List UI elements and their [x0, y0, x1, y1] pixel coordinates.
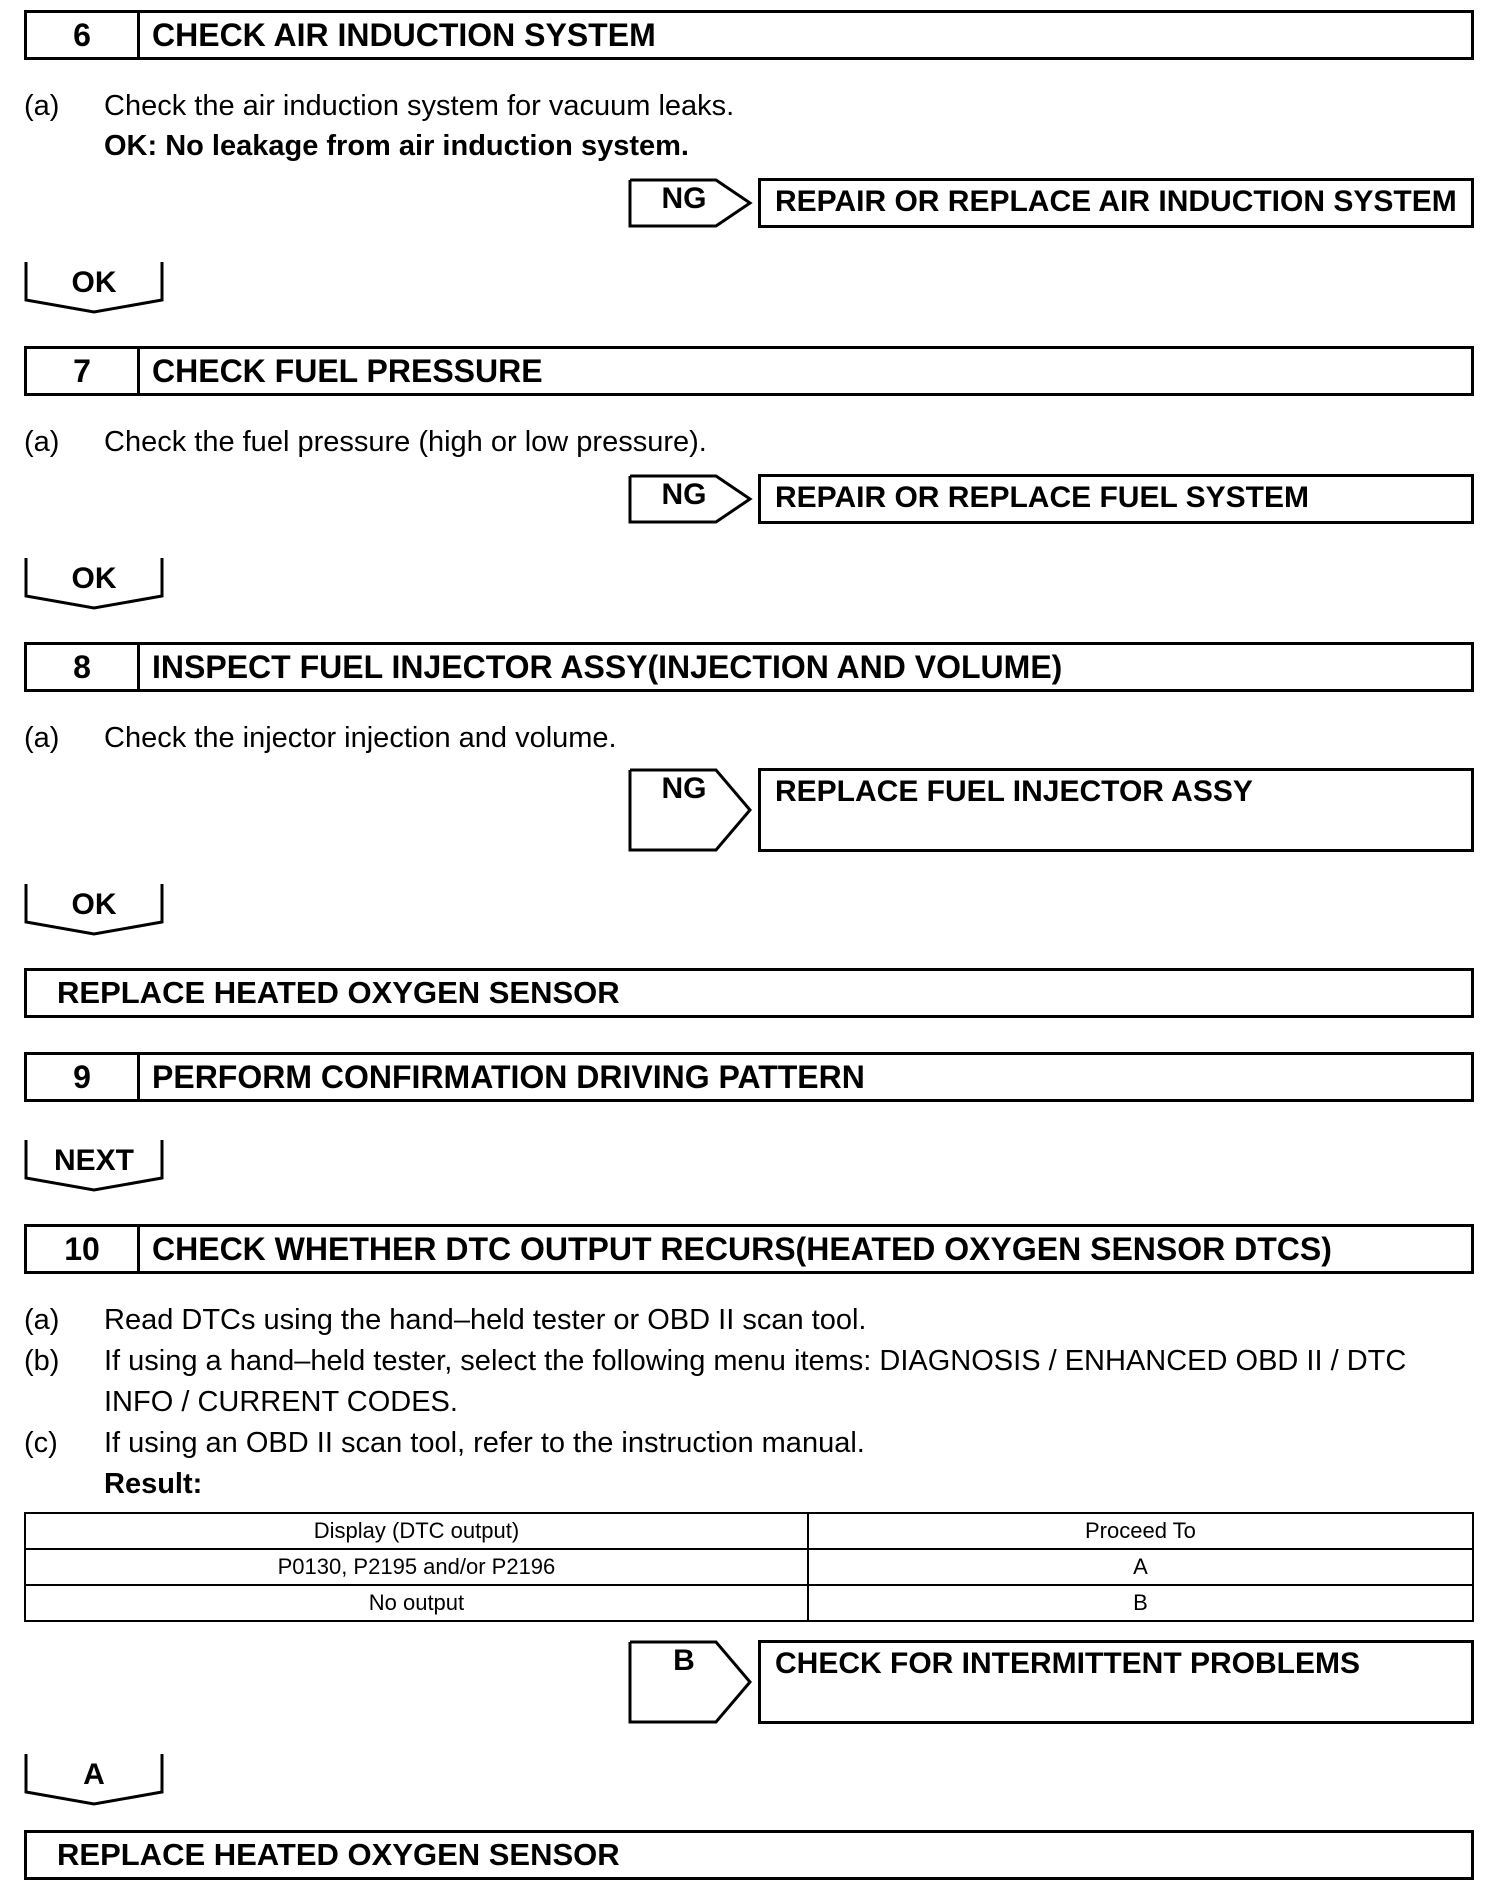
table-header-row: [25, 1513, 1473, 1549]
step-10-text-b-line2: INFO / CURRENT CODES.: [104, 1386, 458, 1418]
step-7-label-a: (a): [24, 426, 60, 458]
step-7-ok-branch: [24, 556, 164, 610]
step-6-ok-branch: [24, 260, 164, 314]
step-7-ng-action: REPAIR OR REPLACE FUEL SYSTEM: [758, 474, 1474, 524]
result-table: [24, 1512, 1474, 1622]
step-8-ok-branch: [24, 882, 164, 936]
step-8-result-action: REPLACE HEATED OXYGEN SENSOR: [24, 968, 1474, 1018]
step-8-label-a: (a): [24, 722, 60, 754]
step-8-ng-action: REPLACE FUEL INJECTOR ASSY: [758, 768, 1474, 852]
step-title: CHECK FUEL PRESSURE: [152, 352, 543, 389]
step-number: 7: [27, 349, 140, 393]
column-header: Proceed To: [808, 1513, 1473, 1549]
ng-label: NG: [661, 772, 707, 805]
step-10-text-b-line1: If using a hand–held tester, select the following menu items: DIAGNOSIS / ENHANCED OBD II / DTC: [104, 1345, 1407, 1377]
step-7-ng-branch: [628, 474, 754, 524]
step-number: 10: [27, 1227, 140, 1271]
ok-label: OK: [71, 562, 117, 595]
step-10-label-b: (b): [24, 1345, 60, 1377]
step-9-header: [24, 1052, 1474, 1102]
branch-label: B: [673, 1644, 695, 1677]
step-title: PERFORM CONFIRMATION DRIVING PATTERN: [152, 1058, 865, 1095]
step-6-ng-branch: [628, 178, 754, 228]
step-6-ng-action: REPAIR OR REPLACE AIR INDUCTION SYSTEM: [758, 178, 1474, 228]
next-label: NEXT: [53, 1144, 134, 1177]
step-8-ng-branch: [628, 768, 754, 852]
step-10-final-action: REPLACE HEATED OXYGEN SENSOR: [24, 1830, 1474, 1880]
step-8-header: [24, 642, 1474, 692]
step-number: 6: [27, 13, 140, 57]
table-row: [25, 1549, 1473, 1585]
step-10-b-action: CHECK FOR INTERMITTENT PROBLEMS: [758, 1640, 1474, 1724]
step-6-header: [24, 10, 1474, 60]
step-10-label-c: (c): [24, 1427, 58, 1459]
step-7-text-a: Check the fuel pressure (high or low pressure).: [104, 426, 707, 458]
table-row: [25, 1585, 1473, 1621]
table-cell: B: [808, 1585, 1473, 1621]
step-10-label-a: (a): [24, 1304, 60, 1336]
step-10-b-branch: [628, 1640, 754, 1724]
step-8-text-a: Check the injector injection and volume.: [104, 722, 617, 754]
result-label: Result:: [104, 1468, 203, 1500]
ng-label: NG: [661, 182, 707, 215]
table-cell: P0130, P2195 and/or P2196: [25, 1549, 808, 1585]
step-title: INSPECT FUEL INJECTOR ASSY(INJECTION AND VOLUME): [152, 648, 1063, 685]
step-10-header: [24, 1224, 1474, 1274]
column-header: Display (DTC output): [25, 1513, 808, 1549]
table-cell: A: [808, 1549, 1473, 1585]
step-10-text-a: Read DTCs using the hand–held tester or OBD II scan tool.: [104, 1304, 867, 1336]
table-cell: No output: [25, 1585, 808, 1621]
step-6-ok-criteria: OK: No leakage from air induction system.: [104, 130, 689, 162]
step-10-text-c: If using an OBD II scan tool, refer to the instruction manual.: [104, 1427, 865, 1459]
step-title: CHECK AIR INDUCTION SYSTEM: [152, 16, 656, 53]
step-9-next-branch: [24, 1138, 164, 1192]
ok-label: OK: [71, 266, 117, 299]
branch-label: A: [83, 1758, 105, 1791]
step-10-a-branch: [24, 1752, 164, 1806]
step-title: CHECK WHETHER DTC OUTPUT RECURS(HEATED OXYGEN SENSOR DTCS): [152, 1230, 1332, 1267]
step-6-label-a: (a): [24, 90, 60, 122]
ok-label: OK: [71, 888, 117, 921]
step-number: 8: [27, 645, 140, 689]
step-6-text-a: Check the air induction system for vacuum leaks.: [104, 90, 735, 122]
step-7-header: [24, 346, 1474, 396]
ng-label: NG: [661, 478, 707, 511]
step-number: 9: [27, 1055, 140, 1099]
